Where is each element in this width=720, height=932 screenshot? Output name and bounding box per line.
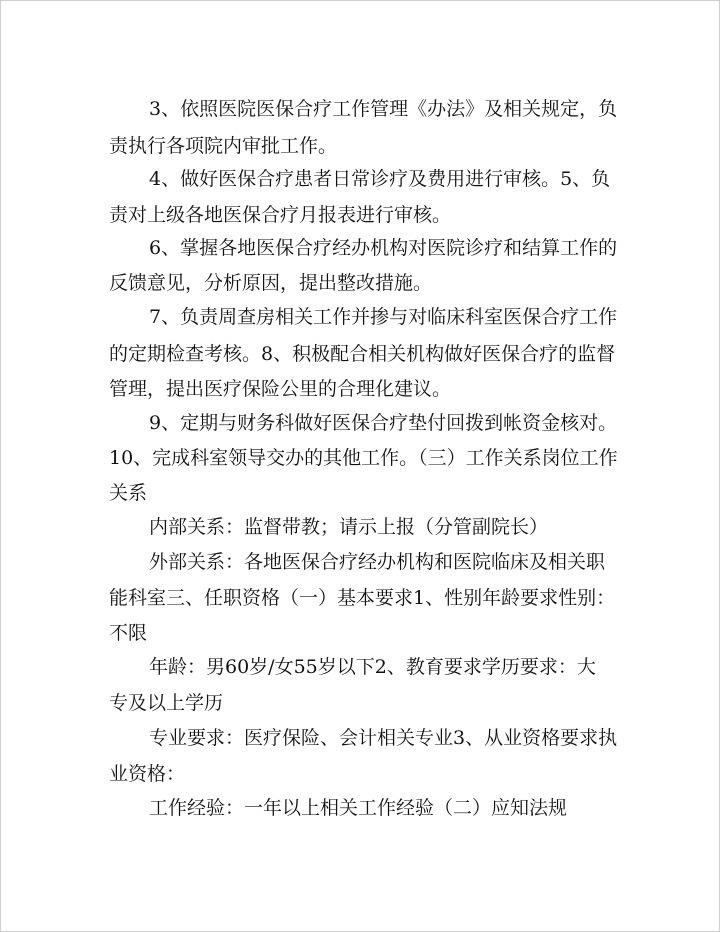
experience-line: 工作经验：一年以上相关工作经验（二）应知法规 (149, 797, 568, 819)
external-relations-line-2: 能科室三、任职资格（一）基本要求1、性别年龄要求性别： (109, 587, 616, 609)
paragraph-4-line-1: 4、做好医保合疗患者日常诊疗及费用进行审核。5、负 (149, 168, 611, 190)
paragraph-6-line-1: 6、掌握各地医保合疗经办机构对医院诊疗和结算工作的 (149, 237, 618, 259)
paragraph-3-line-1: 3、依照医院医保合疗工作管理《办法》及相关规定，负 (149, 98, 618, 120)
paragraph-7-line-1: 7、负责周查房相关工作并掺与对临床科室医保合疗工作 (149, 306, 618, 328)
paragraph-4-line-2: 责对上级各地医保合疗月报表进行审核。 (109, 204, 452, 226)
paragraph-7-line-3: 管理，提出医疗保险公里的合理化建议。 (109, 378, 452, 400)
internal-relations-line: 内部关系：监督带教；请示上报（分管副院长） (149, 516, 549, 538)
external-relations-line-1: 外部关系：各地医保合疗经办机构和医院临床及相关职 (149, 551, 606, 573)
paragraph-3-line-2: 责执行各项院内审批工作。 (109, 135, 338, 157)
paragraph-9-line-2: 10、完成科室领导交办的其他工作。（三）工作关系岗位工作 (109, 447, 618, 469)
paragraph-7-line-2: 的定期检查考核。8、积极配合相关机构做好医保合疗的监督 (109, 343, 616, 365)
paragraph-9-line-1: 9、定期与财务科做好医保合疗垫付回拨到帐资金核对。 (149, 412, 618, 434)
paragraph-6-line-2: 反馈意见，分析原因，提出整改措施。 (109, 272, 433, 294)
age-line-2: 专及以上学历 (109, 692, 224, 714)
external-relations-line-3: 不限 (109, 622, 148, 644)
major-line-1: 专业要求：医疗保险、会计相关专业3、从业资格要求执 (149, 727, 618, 749)
paragraph-9-line-3: 关系 (109, 482, 148, 504)
major-line-2: 业资格： (109, 763, 186, 785)
age-line-1: 年龄：男60岁/女55岁以下2、教育要求学历要求：大 (149, 656, 596, 678)
